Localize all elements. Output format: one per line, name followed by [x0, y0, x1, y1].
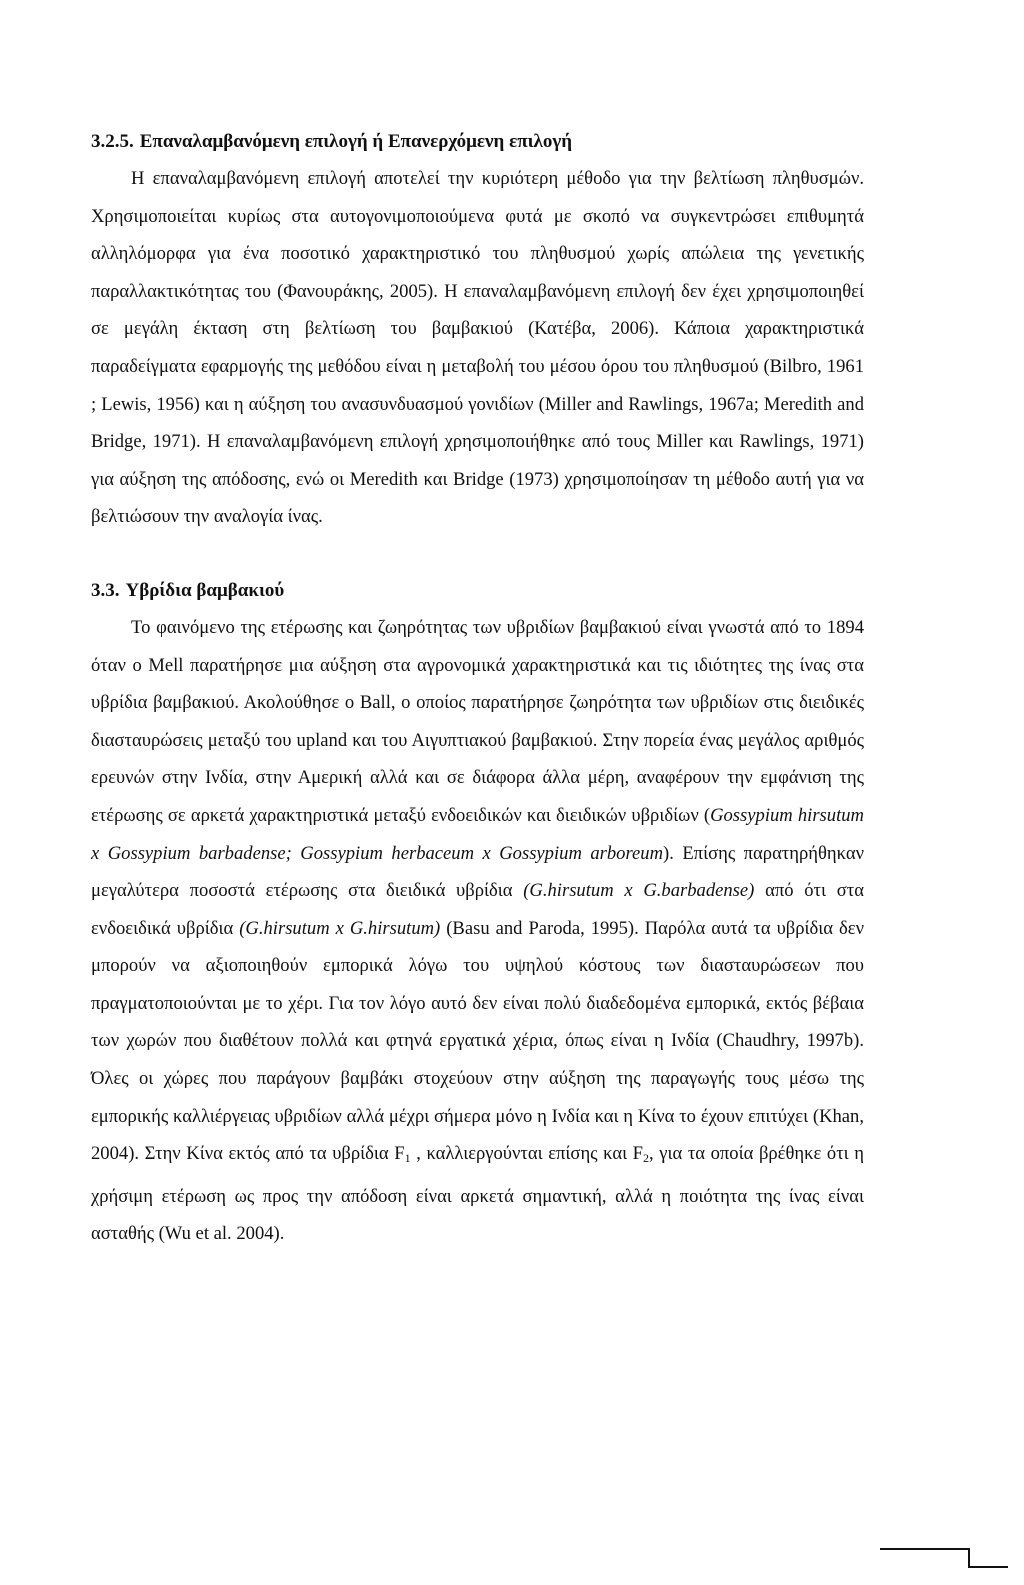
section-heading-3-2-5 [91, 124, 864, 160]
section-heading-3-3 [91, 573, 864, 609]
species-italic: (G.hirsutum x G.hirsutum) [239, 917, 441, 939]
section-number: 3.3. [91, 579, 120, 601]
paragraph-text-part: (Basu and Paroda, 1995). Παρόλα αυτά τα υβρίδια δεν μπορούν να αξιοποιηθούν εμπορικά λόγω του υψηλού κόστους των διασταυρώσεων που πραγματοποιούνται με το χέρι. Για τον λόγο αυτό δεν είναι πολύ διαδεδομένα εμπορικά, εκτός βέβαια των χωρών που διαθέτουν πολλά και φτηνά εργατικά χέρια, όπως είναι η Ινδία (Chaudhry, 1997b). Όλες οι χώρες που παράγουν βαμβάκι στοχεύουν στην αύξηση της παραγωγής τους μέσω της εμπορικής καλλιέργειας υβριδίων αλλά μέχρι σήμερα μόνο η Ινδία και η Κίνα το έχουν επιτύχει (Khan, 2004). Στην Κίνα εκτός από τα υβρίδια F [91, 917, 864, 1165]
paragraph-text: Η επαναλαμβανόμενη επιλογή αποτελεί την κυριότερη μέθοδο για την βελτίωση πληθυσμών. Χρησιμοποιείται κυρίως στα αυτογονιμοποιούμενα φυτά με σκοπό να συγκεντρώσει επιθυμητά αλληλόμορφα για ένα ποσοτικό χαρακτηριστικό του πληθυσμού χωρίς απώλεια της γενετικής παραλλακτικότητας του (Φανουράκης, 2005). Η επαναλαμβανόμενη επιλογή δεν έχει χρησιμοποιηθεί σε μεγάλη έκταση στη βελτίωση του βαμβακιού (Κατέβα, 2006). Κάποια χαρακτηριστικά παραδείγματα εφαρμογής της μεθόδου είναι η μεταβολή του μέσου όρου του πληθυσμού (Bilbro, 1961 ; Lewis, 1956) και η αύξηση του ανασυνδυασμού γονιδίων (Miller and Rawlings, 1967a; Meredith and Bridge, 1971). Η επαναλαμβανόμενη επιλογή χρησιμοποιήθηκε από τους Miller και Rawlings, 1971) για αύξηση της απόδοσης, ενώ οι Meredith και Bridge (1973) χρησιμοποίησαν τη μέθοδο αυτή για να βελτιώσουν την αναλογία ίνας. [91, 168, 864, 528]
species-italic: (G.hirsutum x G.barbadense) [523, 880, 755, 902]
paragraph-text-part: από ότι στα ενδοειδικά υβρίδια [91, 880, 864, 939]
paragraph-text-part: , καλλιεργούνται επίσης και F [410, 1143, 644, 1165]
species-italic: Gossypium hirsutum x Gossypium barbadense; Gossypium herbaceum x Gossypium arboreum [91, 804, 864, 864]
paragraph-text-part: ). Επίσης παρατηρήθηκαν μεγαλύτερα ποσοστά ετέρωσης στα διειδικά υβρίδια [91, 842, 864, 902]
paragraph-text-part: Το φαινόμενο της ετέρωσης και ζωηρότητας των υβριδίων βαμβακιού είναι γνωστά από το 1894 όταν ο Mell παρατήρησε μια αύξηση στα αγρονομικά χαρακτηριστικά και τις ιδιότητες της ίνας στα υβρίδια βαμβακιού. Ακολούθησε ο Ball, ο οποίος παρατήρησε ζωηρότητα των υβριδίων στις διειδικές διασταυρώσεις μεταξύ του upland και του Αιγυπτιακού βαμβακιού. Στην πορεία ένας μεγάλος αριθμός ερευνών στην Ινδία, στην Αμερική αλλά και σε διάφορα άλλα μέρη, αναφέρουν την εμφάνιση της ετέρωσης σε αρκετά χαρακτηριστικά μεταξύ ενδοειδικών και διειδικών υβριδίων ( [91, 616, 864, 826]
section-title: Υβρίδια βαμβακιού [125, 579, 285, 601]
paragraph-text-part: , για τα οποία βρέθηκε ότι η χρήσιμη ετέρωση ως προς την απόδοση είναι αρκετά σημαντική, αλλά η ποιότητα της ίνας είναι ασταθής (Wu et al. 2004). [91, 1143, 864, 1245]
page-corner-mark [880, 1548, 1010, 1568]
section-title: Επαναλαμβανόμενη επιλογή ή Επανερχόμενη επιλογή [139, 131, 573, 152]
subscript: 2 [643, 1151, 650, 1166]
document-page [91, 124, 864, 1253]
subscript: 1 [404, 1151, 411, 1166]
paragraph-cotton-hybrids [91, 609, 864, 1253]
section-number: 3.2.5. [91, 131, 134, 152]
paragraph-recurrent-selection [91, 160, 864, 536]
